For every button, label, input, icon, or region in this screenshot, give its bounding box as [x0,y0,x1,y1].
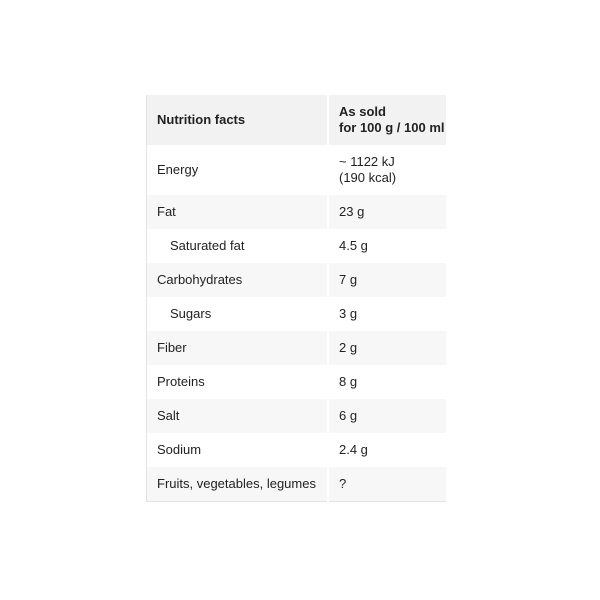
table-row-sugars [147,297,447,331]
salt-value: 6 g [328,399,446,433]
as-sold-header-line2: for 100 g / 100 ml [339,120,445,135]
fiber-label: Fiber [147,331,329,365]
fat-label: Fat [147,195,329,229]
as-sold-header [328,95,446,145]
saturated-fat-value: 4.5 g [328,229,446,263]
table-header-row [147,95,447,145]
nutrition-facts-header: Nutrition facts [147,95,329,145]
energy-value [328,145,446,195]
table-row-carbohydrates [147,263,447,297]
carbohydrates-value: 7 g [328,263,446,297]
energy-value-kcal: (190 kcal) [339,170,397,185]
table-row-proteins [147,365,447,399]
table-row-salt [147,399,447,433]
saturated-fat-label-text: Saturated fat [170,238,245,253]
energy-value-kj: ~ 1122 kJ [339,154,395,169]
fruits-vegetables-legumes-label: Fruits, vegetables, legumes [147,467,329,502]
as-sold-header-line1: As sold [339,104,386,119]
proteins-label: Proteins [147,365,329,399]
sugars-label [147,297,329,331]
energy-label: Energy [147,145,329,195]
table-row-sodium [147,433,447,467]
table-row-fat [147,195,447,229]
sodium-label: Sodium [147,433,329,467]
fat-value: 23 g [328,195,446,229]
table-row-energy [147,145,447,195]
table-row-fruits-vegetables-legumes [147,467,447,502]
sugars-value: 3 g [328,297,446,331]
fiber-value: 2 g [328,331,446,365]
sugars-label-text: Sugars [170,306,212,321]
saturated-fat-label [147,229,329,263]
carbohydrates-label: Carbohydrates [147,263,329,297]
proteins-value: 8 g [328,365,446,399]
salt-label: Salt [147,399,329,433]
fruits-vegetables-legumes-value: ? [328,467,446,502]
sodium-value: 2.4 g [328,433,446,467]
table-row-fiber [147,331,447,365]
table-row-saturated-fat [147,229,447,263]
nutrition-facts-table [146,95,446,502]
